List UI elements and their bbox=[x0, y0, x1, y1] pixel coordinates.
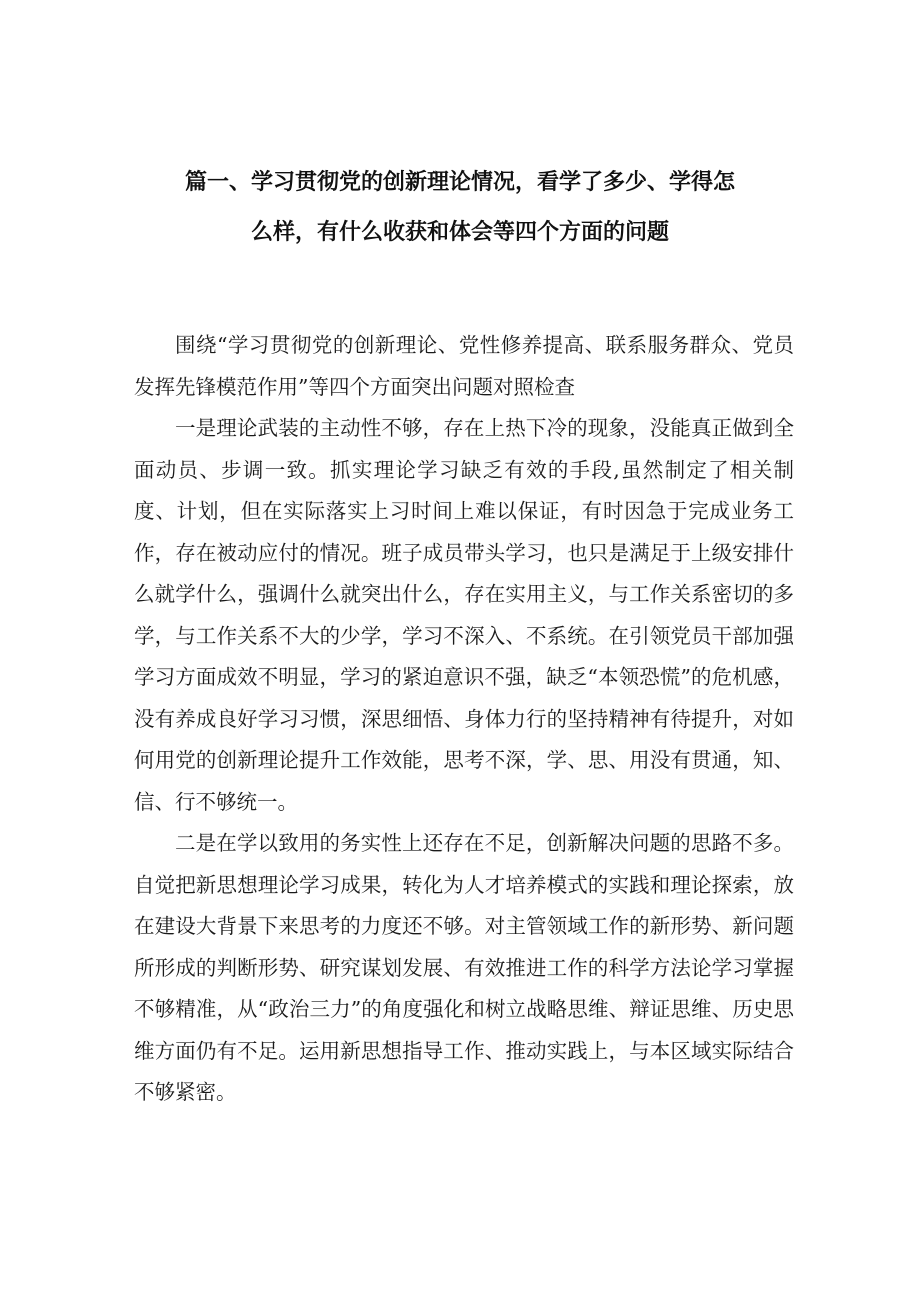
title-line-1: 篇一、学习贯彻党的创新理论情况，看学了多少、学得怎 bbox=[184, 170, 735, 195]
paragraph-one: 一是理论武装的主动性不够，存在上热下冷的现象，没能真正做到全面动员、步调一致。抓实理论学习缺乏有效的手段,虽然制定了相关制度、计划，但在实际落实上习时间上难以保证，有时因急于完成业务工作，存在被动应付的情况。班子成员带头学习，也只是满足于上级安排什么就学什么，强调什么就突出什么，存在实用主义，与工作关系密切的多学，与工作关系不大的少学，学习不深入、不系统。在引领党员干部加强学习方面成效不明显，学习的紧迫意识不强，缺乏“本领恐慌”的危机感，没有养成良好学习习惯，深思细悟、身体力行的坚持精神有待提升，对如何用党的创新理论提升工作效能，思考不深，学、思、用没有贯通，知、信、行不够统一。 bbox=[134, 416, 794, 814]
document-body bbox=[134, 325, 794, 1114]
paragraph-two: 二是在学以致用的务实性上还存在不足，创新解决问题的思路不多。自觉把新思想理论学习成果，转化为人才培养模式的实践和理论探索，放在建设大背景下来思考的力度还不够。对主管领域工作的新形势、新问题所形成的判断形势、研究谋划发展、有效推进工作的科学方法论学习掌握不够精准，从“政治三力”的角度强化和树立战略思维、辩证思维、历史思维方面仍有不足。运用新思想指导工作、推动实践上，与本区域实际结合不够紧密。 bbox=[134, 831, 794, 1104]
intro-paragraph: 围绕“学习贯彻党的创新理论、党性修养提高、联系服务群众、党员发挥先锋模范作用”等四个方面突出问题对照检查 bbox=[134, 333, 794, 399]
title-line-2: 么样，有什么收获和体会等四个方面的问题 bbox=[250, 220, 669, 245]
document-title bbox=[120, 158, 800, 258]
